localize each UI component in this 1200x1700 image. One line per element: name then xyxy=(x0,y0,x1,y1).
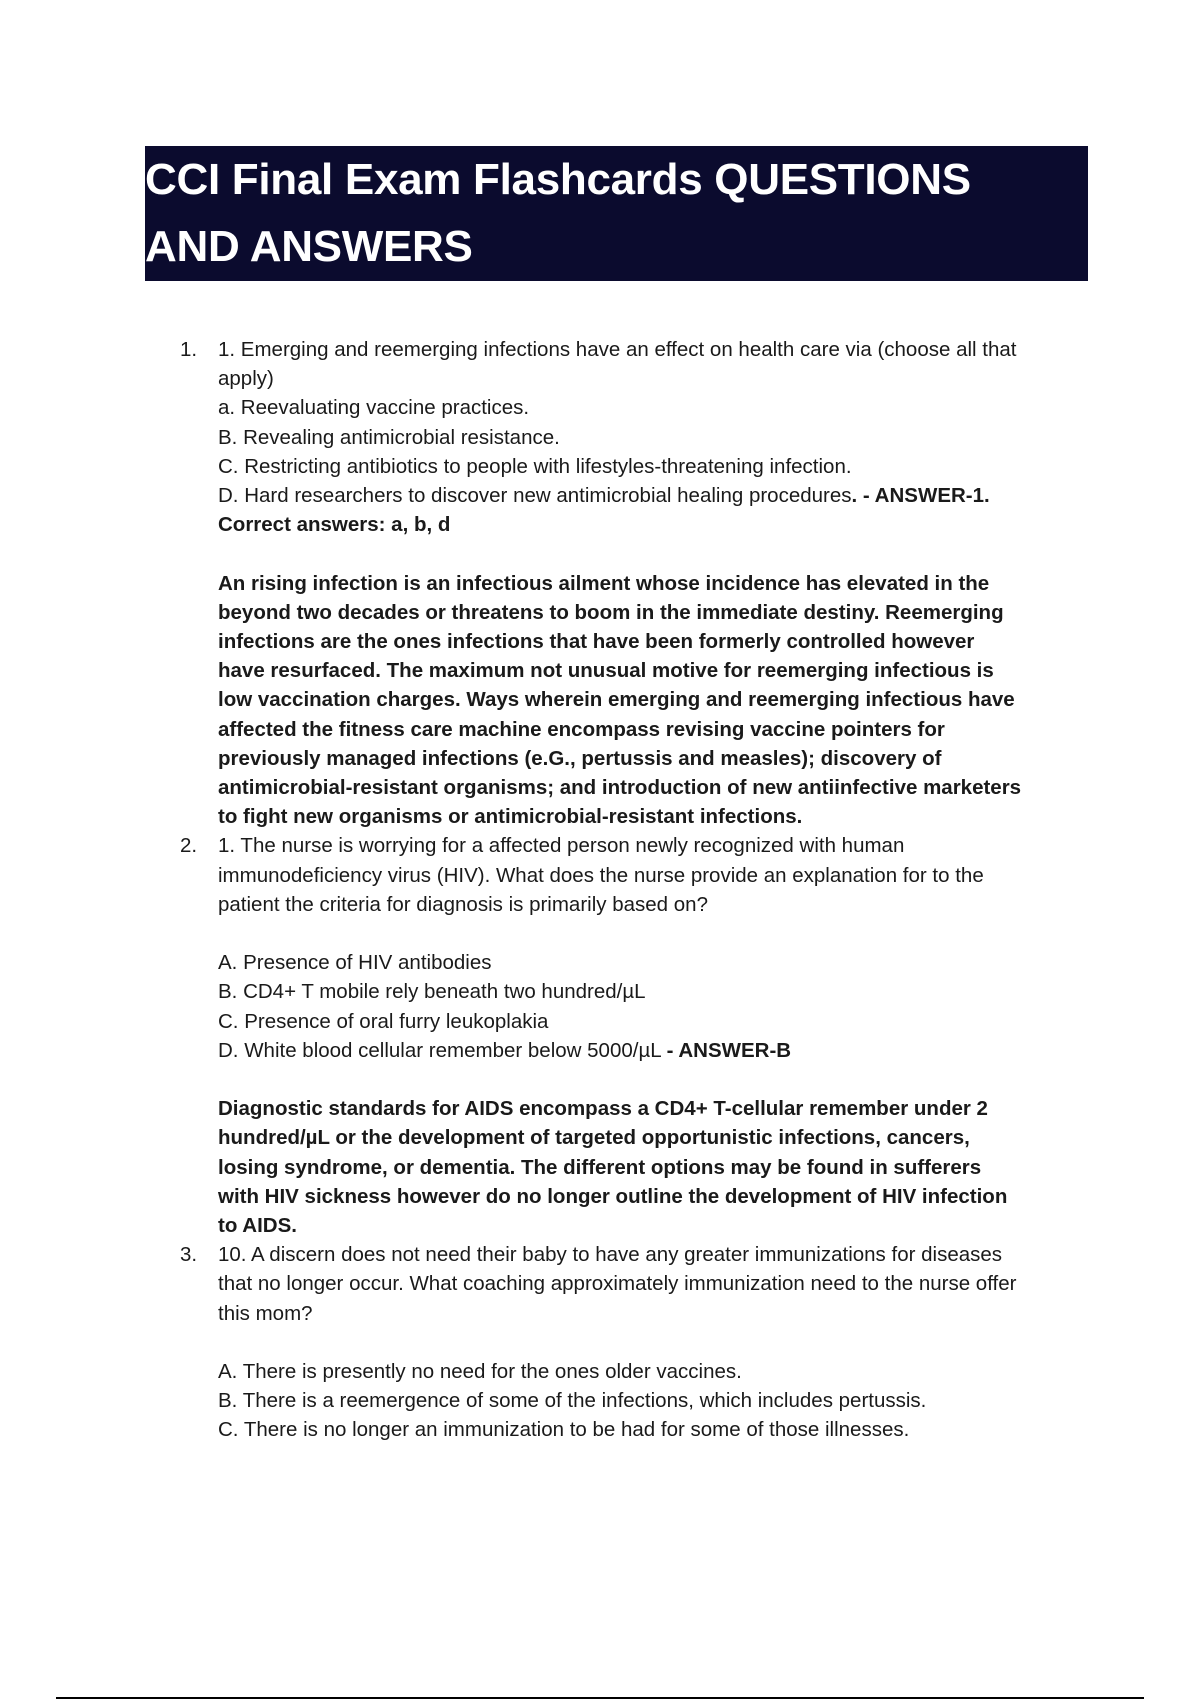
answer-marker: . - ANSWER-1. xyxy=(851,484,990,508)
question-prompt: 10. A discern does not need their baby to have any greater immunizations for diseases xyxy=(218,1243,1003,1267)
question-number: 2. xyxy=(180,834,198,858)
explanation-line: losing syndrome, or dementia. The different options may be found in sufferers xyxy=(218,1155,982,1179)
question-item-3 xyxy=(170,1240,1100,1444)
explanation-line: beyond two decades or threatens to boom in the immediate destiny. Reemerging xyxy=(218,600,1004,624)
question-list xyxy=(170,335,1100,1445)
answer-option: A. Presence of HIV antibodies xyxy=(218,951,492,975)
answer-option: C. There is no longer an immunization to be had for some of those illnesses. xyxy=(218,1418,910,1442)
answer-option-with-answer xyxy=(218,481,1100,510)
answer-option: C. Restricting antibiotics to people with lifestyles-threatening infection. xyxy=(218,454,852,478)
answer-option: B. There is a reemergence of some of the infections, which includes pertussis. xyxy=(218,1389,927,1413)
answer-option: a. Reevaluating vaccine practices. xyxy=(218,396,530,420)
title-line-2: AND ANSWERS xyxy=(145,222,473,271)
answer-option-with-answer xyxy=(218,1036,1100,1065)
spacer xyxy=(218,1328,1100,1357)
title-line-1: CCI Final Exam Flashcards QUESTIONS xyxy=(145,155,971,204)
explanation-line: with HIV sickness however do no longer outline the development of HIV infection xyxy=(218,1184,1008,1208)
question-prompt: 1. The nurse is worrying for a affected person newly recognized with human xyxy=(218,834,905,858)
spacer xyxy=(218,1065,1100,1094)
explanation-line: hundred/µL or the development of targeted opportunistic infections, cancers, xyxy=(218,1126,970,1150)
explanation-line: have resurfaced. The maximum not unusual motive for reemerging infectious is xyxy=(218,659,994,683)
question-prompt: apply) xyxy=(218,367,274,391)
correct-answers: Correct answers: a, b, d xyxy=(218,513,451,537)
explanation-line: previously managed infections (e.G., pertussis and measles); discovery of xyxy=(218,746,942,770)
spacer xyxy=(218,919,1100,948)
explanation-line: to fight new organisms or antimicrobial-resistant infections. xyxy=(218,805,803,829)
question-item-2 xyxy=(170,831,1100,1240)
question-prompt: immunodeficiency virus (HIV). What does the nurse provide an explanation for to the xyxy=(218,863,984,887)
answer-option: A. There is presently no need for the ones older vaccines. xyxy=(218,1360,742,1384)
answer-marker: - ANSWER-B xyxy=(666,1038,792,1062)
question-prompt: 1. Emerging and reemerging infections have an effect on health care via (choose all that xyxy=(218,338,1017,361)
answer-option: C. Presence of oral furry leukoplakia xyxy=(218,1009,549,1033)
answer-option: B. Revealing antimicrobial resistance. xyxy=(218,425,560,449)
explanation-line: low vaccination charges. Ways wherein emerging and reemerging infectious have xyxy=(218,688,1015,712)
question-number: 3. xyxy=(180,1243,198,1267)
explanation-line: Diagnostic standards for AIDS encompass a CD4+ T-cellular remember under 2 xyxy=(218,1097,988,1121)
answer-option: D. White blood cellular remember below 5000/µL xyxy=(218,1038,667,1062)
explanation-line: to AIDS. xyxy=(218,1214,297,1238)
question-prompt: that no longer occur. What coaching approximately immunization need to the nurse offer xyxy=(218,1272,1017,1296)
question-prompt: this mom? xyxy=(218,1301,313,1325)
explanation-line: antimicrobial-resistant organisms; and introduction of new antiinfective marketers xyxy=(218,776,1022,800)
answer-option: D. Hard researchers to discover new antimicrobial healing procedures xyxy=(218,484,852,508)
explanation-line: infections are the ones infections that have been formerly controlled however xyxy=(218,630,975,654)
question-item-1 xyxy=(170,335,1100,831)
question-prompt: patient the criteria for diagnosis is primarily based on? xyxy=(218,892,708,916)
footer-divider xyxy=(56,1697,1144,1699)
answer-option: B. CD4+ T mobile rely beneath two hundred/µL xyxy=(218,980,646,1004)
explanation-line: affected the fitness care machine encompass revising vaccine pointers for xyxy=(218,717,945,741)
title-banner xyxy=(145,146,1088,281)
spacer xyxy=(218,539,1100,568)
document-title xyxy=(145,146,1088,280)
question-number: 1. xyxy=(180,338,198,361)
explanation-line: An rising infection is an infectious ailment whose incidence has elevated in the xyxy=(218,571,990,595)
